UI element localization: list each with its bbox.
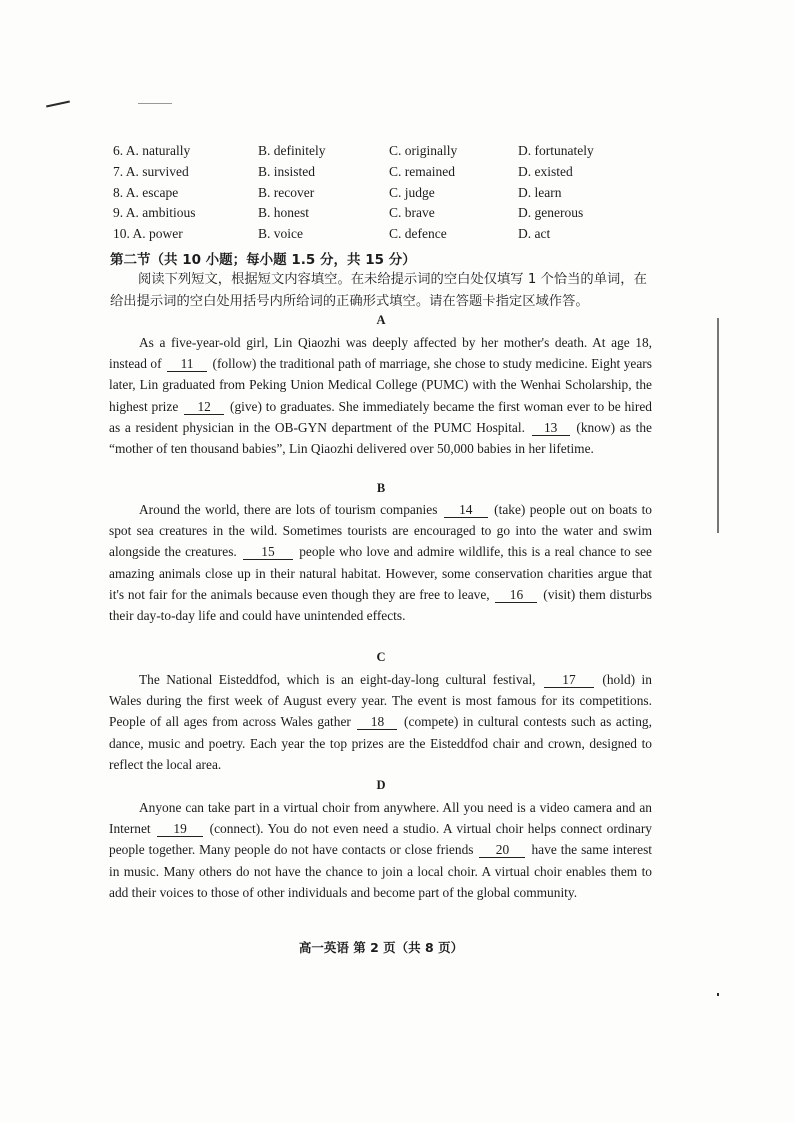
option-c: C. originally: [389, 143, 458, 158]
choice-row: [113, 185, 673, 206]
option-d: D. fortunately: [518, 143, 594, 158]
option-d: D. existed: [518, 163, 573, 179]
blank-14[interactable]: 14: [444, 502, 488, 518]
blank-12[interactable]: 12: [184, 399, 224, 415]
passage-label-d: D: [376, 778, 386, 792]
scan-mark: [717, 318, 719, 533]
passage-text: (visit) them disturbs their day-to-day life and could have unintended effects.: [109, 586, 652, 624]
option-a: 8. A. escape: [113, 184, 179, 200]
scan-mark: [138, 103, 172, 104]
passage-text: (follow) the traditional path of marriage, she chose to study medicine. Eight years later, Lin graduated from Peking Union Medical College (PUMC) with the Wenhai Scholarship, the highest prize: [109, 356, 652, 414]
option-c: C. remained: [389, 163, 455, 179]
option-c: C. brave: [389, 205, 435, 221]
passage-text: The National Eisteddfod, which is an eight-day-long cultural festival,: [139, 672, 536, 687]
passage-text: (hold) in Wales during the first week of August every year. The event is most famous for its competitions. People of all ages from across Wales gather: [109, 672, 652, 730]
choice-row: [113, 143, 673, 164]
passage-text: (know) as the “mother of ten thousand babies”, Lin Qiaozhi delivered over 50,000 babies in her lifetime.: [109, 419, 652, 457]
passage-b: [109, 499, 652, 626]
option-d: D. generous: [518, 205, 584, 221]
passage-text: (connect). You do not even need a studio. A virtual choir helps connect ordinary people together. Many people do not have contacts or close friends: [109, 821, 652, 858]
blank-18[interactable]: 18: [357, 714, 397, 730]
section-instructions: 阅读下列短文，根据短文内容填空。在未给提示词的空白处仅填写 1 个恰当的单词，在给出提示词的空白处用括号内所给词的正确形式填空。请在答题卡指定区域作答。: [110, 272, 647, 309]
option-b: B. honest: [258, 205, 310, 221]
blank-17[interactable]: 17: [544, 672, 594, 688]
choice-row: [113, 226, 673, 247]
blank-11[interactable]: 11: [167, 356, 207, 372]
passage-label-b: B: [376, 481, 386, 495]
passage-text: have the same interest in music. Many others do not have the chance to join a local choir. A virtual choir enables them to add their voices to those of other individuals and become part of the global community.: [109, 842, 653, 900]
section-title: 第二节（共 10 小题；每小题 1.5 分，共 15 分）: [110, 252, 416, 268]
passage-text: Anyone can take part in a virtual choir from anywhere. All you need is a video camera and an Internet: [109, 800, 652, 837]
option-b: B. recover: [258, 184, 315, 200]
passage-d: [109, 797, 652, 903]
passage-label-c: C: [376, 650, 386, 664]
option-a: 9. A. ambitious: [113, 205, 196, 221]
choice-row: [113, 205, 673, 226]
blank-19[interactable]: 19: [157, 821, 203, 837]
option-a: 7. A. survived: [113, 163, 189, 179]
passage-text: people who love and admire wildlife, this is a real chance to see amazing animals close up in their natural habitat. However, some conservation charities argue that it's not fair for the animals because even though they are free to leave,: [109, 544, 652, 602]
option-b: B. voice: [258, 226, 303, 242]
passage-c: [109, 669, 652, 775]
scan-mark: [46, 101, 70, 108]
page-footer: 高一英语 第 2 页（共 8 页）: [298, 940, 464, 955]
blank-15[interactable]: 15: [243, 544, 293, 560]
option-d: D. learn: [518, 184, 562, 200]
passage-text: (give) to graduates. She immediately became the first woman ever to be hired as a resident physician in the OB-GYN department of the PUMC Hospital.: [109, 398, 652, 435]
option-a: 6. A. naturally: [113, 143, 191, 158]
option-c: C. defence: [389, 226, 447, 242]
passage-text: As a five-year-old girl, Lin Qiaozhi was deeply affected by her mother's death. At age 18, instead of: [109, 335, 652, 372]
option-b: B. insisted: [258, 163, 316, 179]
passage-label-a: A: [376, 313, 386, 327]
scan-mark: [717, 993, 719, 996]
blank-20[interactable]: 20: [479, 842, 525, 858]
choice-list: [113, 143, 673, 247]
option-c: C. judge: [389, 184, 435, 200]
choice-row: [113, 164, 673, 185]
passage-a: [109, 332, 652, 459]
option-d: D. act: [518, 226, 551, 242]
passage-text: (take) people out on boats to spot sea creatures in the wild. Sometimes tourists are encouraged to go into the water and swim alongside the creatures.: [109, 502, 652, 560]
passage-text: (compete) in cultural contests such as acting, dance, music and poetry. Each year the top prizes are the Eisteddfod chair and crown, designed to reflect the local area.: [109, 714, 652, 772]
blank-16[interactable]: 16: [495, 587, 537, 603]
option-a: 10. A. power: [113, 226, 183, 242]
passage-text: Around the world, there are lots of tourism companies: [139, 502, 438, 517]
blank-13[interactable]: 13: [532, 420, 570, 436]
option-b: B. definitely: [258, 143, 326, 158]
